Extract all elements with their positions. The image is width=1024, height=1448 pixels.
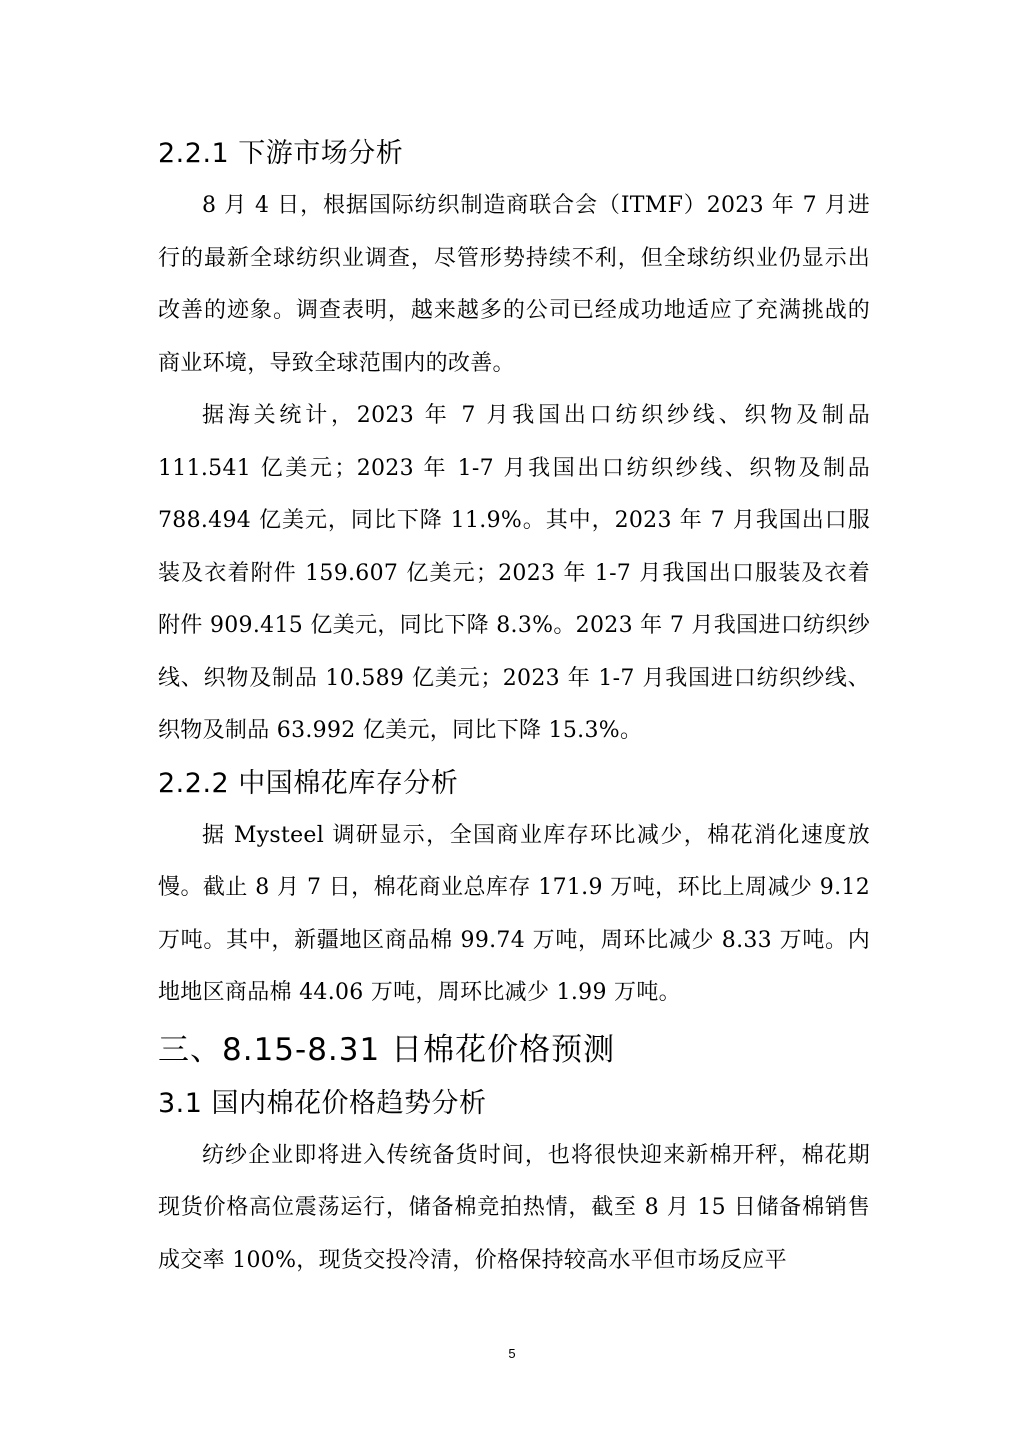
paragraph-customs-statistics: 据海关统计，2023 年 7 月我国出口纺织纱线、织物及制品 111.541 亿美元；2023 年 1-7 月我国出口纺织纱线、织物及制品 788.494 亿美元，同比下降 11.9%。其中，2023 年 7 月我国出口服装及衣着附件 159.607 亿美元；2023 年 1-7 月我国出口服装及衣着附件 909.415 亿美元，同比下降 8.3%。2023 年 7 月我国进口纺织纱线、织物及制品 10.589 亿美元；2023 年 1-7 月我国进口纺织纱线、织物及制品 63.992 亿美元，同比下降 15.3%。 — [158, 403, 870, 743]
section-heading-2-2-2: 2.2.2 中国棉花库存分析 — [158, 767, 459, 799]
page-number: 5 — [508, 1346, 516, 1361]
section-heading-2-2-1: 2.2.1 下游市场分析 — [158, 138, 404, 169]
page-content — [158, 128, 870, 1287]
section-heading-3-1: 3.1 国内棉花价格趋势分析 — [158, 1087, 487, 1119]
paragraph-price-trend: 纺纱企业即将进入传统备货时间，也将很快迎来新棉开秤，棉花期现货价格高位震荡运行，储备棉竞拍热情，截至 8 月 15 日储备棉销售成交率 100%，现货交投冷清，价格保持较高水平但市场反应平 — [158, 1142, 870, 1273]
paragraph-itmf-survey: 8 月 4 日，根据国际纺织制造商联合会（ITMF）2023 年 7 月进行的最新全球纺织业调查，尽管形势持续不利，但全球纺织业仍显示出改善的迹象。调查表明，越来越多的公司已经成功地适应了充满挑战的商业环境，导致全球范围内的改善。 — [158, 193, 870, 376]
paragraph-cotton-inventory: 据 Mysteel 调研显示，全国商业库存环比减少，棉花消化速度放慢。截止 8 月 7 日，棉花商业总库存 171.9 万吨，环比上周减少 9.12 万吨。其中，新疆地区商品棉 99.74 万吨，周环比减少 8.33 万吨。内地地区商品棉 44.06 万吨，周环比减少 1.99 万吨。 — [158, 822, 870, 1005]
chapter-title: 三、8.15-8.31 日棉花价格预测 — [158, 1031, 616, 1068]
